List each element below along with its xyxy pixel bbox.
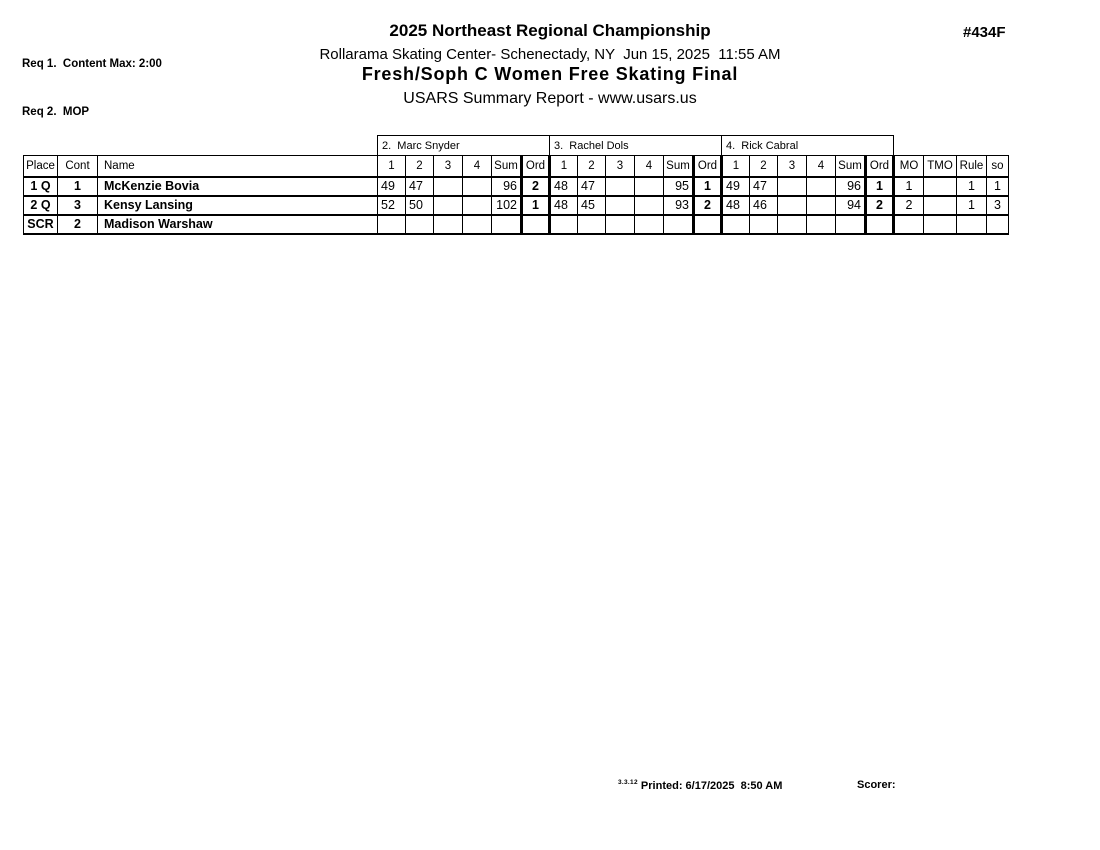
score-cell: [550, 215, 578, 234]
venue-date-line: Rollarama Skating Center- Schenectady, NY Jun 15, 2025 11:55 AM: [319, 46, 781, 63]
tmo-cell: [924, 177, 957, 196]
tmo-cell: [924, 196, 957, 215]
score-cell: [463, 215, 492, 234]
cont-cell: 3: [58, 196, 98, 215]
judge-2-name: 3. Rachel Dols: [550, 136, 722, 156]
req-line-1: Req 1. Content Max: 2:00: [22, 58, 162, 70]
results-table: [23, 135, 1009, 235]
tmo-header: TMO: [924, 156, 957, 177]
judge2-col3-header: 3: [606, 156, 635, 177]
score-cell: [635, 196, 664, 215]
ord-cell: 2: [694, 196, 722, 215]
score-cell: 48: [550, 196, 578, 215]
judges-banner-row: [24, 136, 1009, 156]
report-type-line: USARS Summary Report - www.usars.us: [403, 90, 697, 107]
ord-cell: 1: [522, 196, 550, 215]
so-cell: [987, 215, 1009, 234]
score-cell: [750, 215, 778, 234]
score-cell: [778, 196, 807, 215]
sum-cell: [836, 215, 866, 234]
rule-header: Rule: [957, 156, 987, 177]
judge2-ord-header: Ord: [694, 156, 722, 177]
cont-cell: 2: [58, 215, 98, 234]
score-cell: [378, 215, 406, 234]
so-header: so: [987, 156, 1009, 177]
ord-cell: [522, 215, 550, 234]
printed-timestamp: [618, 779, 782, 792]
score-cell: [606, 215, 635, 234]
name-header: Name: [98, 156, 378, 177]
table-row: [24, 177, 1009, 196]
score-cell: [606, 177, 635, 196]
ord-cell: 2: [866, 196, 894, 215]
ord-cell: 1: [866, 177, 894, 196]
judge2-sum-header: Sum: [664, 156, 694, 177]
cont-header: Cont: [58, 156, 98, 177]
requirements-block: [22, 24, 162, 152]
place-cell: 1 Q: [24, 177, 58, 196]
event-title: Fresh/Soph C Women Free Skating Final: [361, 64, 739, 84]
tmo-cell: [924, 215, 957, 234]
mo-cell: [894, 215, 924, 234]
score-cell: 49: [378, 177, 406, 196]
rule-cell: [957, 215, 987, 234]
score-cell: [807, 177, 836, 196]
rule-cell: 1: [957, 177, 987, 196]
place-header: Place: [24, 156, 58, 177]
place-cell: SCR: [24, 215, 58, 234]
mo-cell: 1: [894, 177, 924, 196]
judge3-col4-header: 4: [807, 156, 836, 177]
sum-cell: 93: [664, 196, 694, 215]
score-cell: [778, 177, 807, 196]
judges-row-right-spacer: [894, 136, 1009, 156]
score-cell: 52: [378, 196, 406, 215]
score-cell: [635, 177, 664, 196]
score-cell: [778, 215, 807, 234]
rule-cell: 1: [957, 196, 987, 215]
mo-cell: 2: [894, 196, 924, 215]
req-line-2: Req 2. MOP: [22, 106, 90, 118]
score-cell: [434, 215, 463, 234]
score-cell: 49: [722, 177, 750, 196]
score-cell: 48: [550, 177, 578, 196]
judge2-col2-header: 2: [578, 156, 606, 177]
score-cell: 47: [578, 177, 606, 196]
judge2-col1-header: 1: [550, 156, 578, 177]
judge3-col1-header: 1: [722, 156, 750, 177]
judge2-col4-header: 4: [635, 156, 664, 177]
score-cell: [463, 177, 492, 196]
place-cell: 2 Q: [24, 196, 58, 215]
ord-cell: [694, 215, 722, 234]
ord-cell: 1: [694, 177, 722, 196]
ord-cell: [866, 215, 894, 234]
sum-cell: 94: [836, 196, 866, 215]
sum-cell: 96: [836, 177, 866, 196]
judges-row-left-spacer: [24, 136, 378, 156]
score-cell: [434, 177, 463, 196]
judge3-col3-header: 3: [778, 156, 807, 177]
sum-cell: [492, 215, 522, 234]
judge1-sum-header: Sum: [492, 156, 522, 177]
judge1-col4-header: 4: [463, 156, 492, 177]
table-row: [24, 196, 1009, 215]
sum-cell: 96: [492, 177, 522, 196]
score-cell: [578, 215, 606, 234]
sum-cell: 95: [664, 177, 694, 196]
software-version: 3.3.12: [618, 779, 638, 786]
score-cell: [406, 215, 434, 234]
judge1-col1-header: 1: [378, 156, 406, 177]
judge-1-name: 2. Marc Snyder: [378, 136, 550, 156]
score-cell: 47: [750, 177, 778, 196]
cont-cell: 1: [58, 177, 98, 196]
column-header-row: [24, 156, 1009, 177]
score-cell: 50: [406, 196, 434, 215]
skater-name-cell: McKenzie Bovia: [98, 177, 378, 196]
score-cell: [722, 215, 750, 234]
judge3-sum-header: Sum: [836, 156, 866, 177]
score-cell: 45: [578, 196, 606, 215]
mo-header: MO: [894, 156, 924, 177]
judge1-col2-header: 2: [406, 156, 434, 177]
judge3-col2-header: 2: [750, 156, 778, 177]
skater-name-cell: Kensy Lansing: [98, 196, 378, 215]
score-cell: 46: [750, 196, 778, 215]
table-row: [24, 215, 1009, 234]
score-cell: [463, 196, 492, 215]
printed-text: Printed: 6/17/2025 8:50 AM: [637, 780, 783, 792]
judge-3-name: 4. Rick Cabral: [722, 136, 894, 156]
judge1-col3-header: 3: [434, 156, 463, 177]
skater-name-cell: Madison Warshaw: [98, 215, 378, 234]
score-cell: 48: [722, 196, 750, 215]
event-number: #434F: [963, 24, 1006, 41]
score-cell: [807, 196, 836, 215]
judge1-ord-header: Ord: [522, 156, 550, 177]
ord-cell: 2: [522, 177, 550, 196]
so-cell: 3: [987, 196, 1009, 215]
sum-cell: 102: [492, 196, 522, 215]
championship-title: 2025 Northeast Regional Championship: [389, 21, 711, 40]
score-cell: [606, 196, 635, 215]
so-cell: 1: [987, 177, 1009, 196]
scorer-label: Scorer:: [857, 779, 896, 791]
score-cell: [434, 196, 463, 215]
sum-cell: [664, 215, 694, 234]
score-cell: 47: [406, 177, 434, 196]
score-cell: [635, 215, 664, 234]
score-cell: [807, 215, 836, 234]
judge3-ord-header: Ord: [866, 156, 894, 177]
